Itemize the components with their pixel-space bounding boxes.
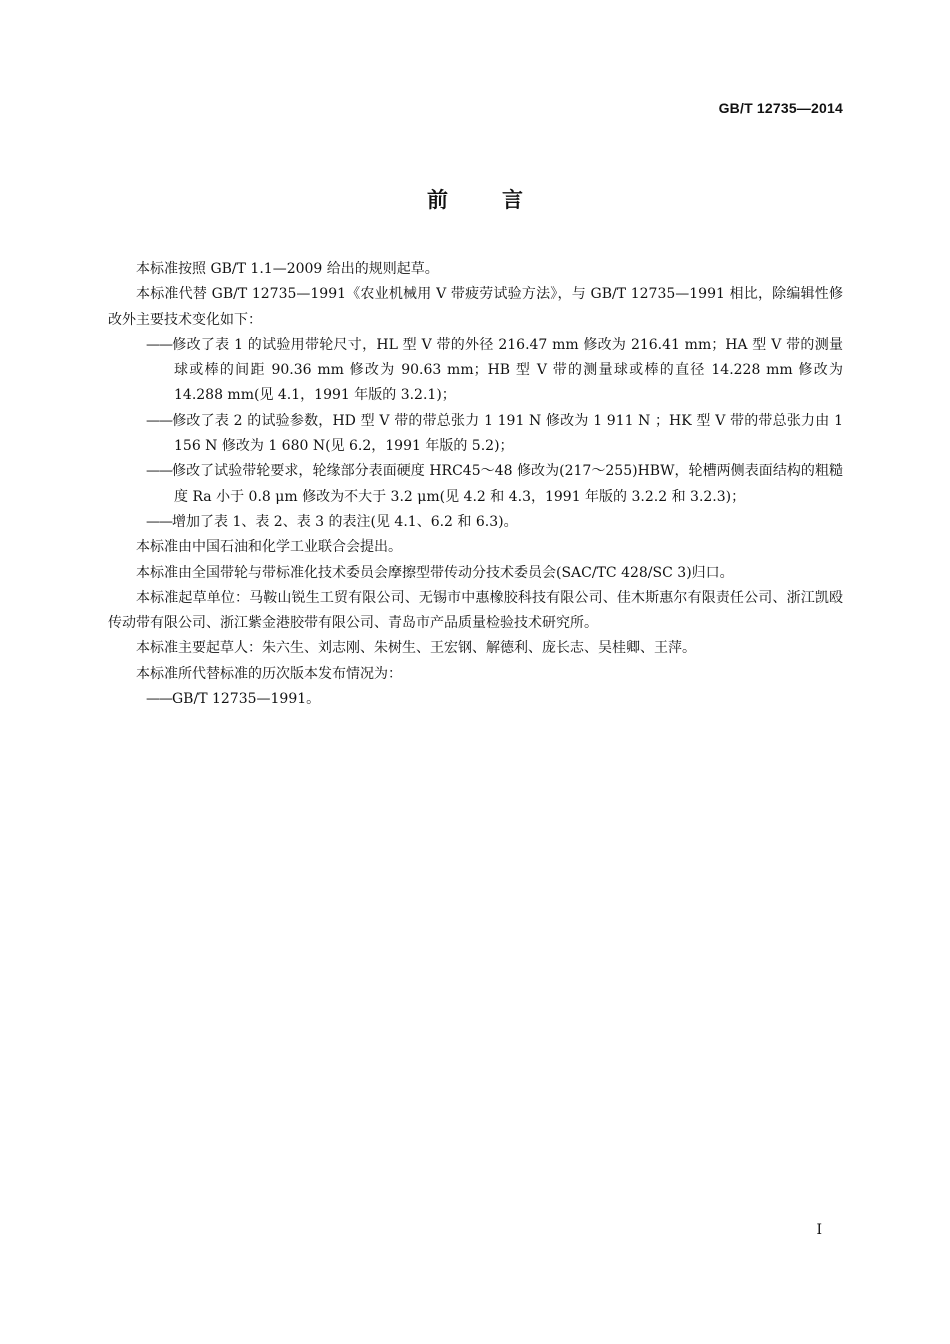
paragraph-proposed-by: 本标准由中国石油和化学工业联合会提出。 [136,539,402,556]
list-item-previous-edition [108,687,843,712]
list-item-change-3 [108,459,843,510]
list-item-text: 修改了表 2 的试验参数，HD 型 V 带的带总张力 1 191 N 修改为 1 911 N ；HK 型 V 带的带总张力由 1 156 N 修改为 1 680 N(见 6.2，1991 年版的 5.2)； [172,412,843,455]
list-dash: —— [146,412,172,429]
title-char-2: 言 [502,188,523,212]
paragraph-drafters: 本标准主要起草人：朱六生、刘志刚、朱树生、王宏钢、解德利、庞长志、吴桂卿、王萍。 [136,640,696,657]
list-item-text: 增加了表 1、表 2、表 3 的表注(见 4.1、6.2 和 6.3)。 [172,513,518,530]
paragraph-drafting-units: 本标准起草单位：马鞍山锐生工贸有限公司、无锡市中惠橡胶科技有限公司、佳木斯惠尔有限责任公司、浙江凯殴传动带有限公司、浙江紫金港胶带有限公司、青岛市产品质量检验技术研究所。 [108,589,843,632]
foreword-body [108,257,843,712]
list-item-change-4 [108,510,843,535]
standard-number-header: GB/T 12735—2014 [718,100,843,116]
list-item-text: GB/T 12735—1991。 [172,691,321,708]
list-dash: —— [146,691,172,708]
list-item-change-2 [108,409,843,460]
list-dash: —— [146,513,172,530]
list-dash: —— [146,336,172,353]
title-char-1: 前 [427,188,448,212]
page-number: I [816,1222,822,1238]
list-item-text: 修改了表 1 的试验用带轮尺寸，HL 型 V 带的外径 216.47 mm 修改为 216.41 mm；HA 型 V 带的测量球或棒的间距 90.36 mm 修改为 90.63 mm；HB 型 V 带的测量球或棒的直径 14.228 mm 修改为 14.288 mm(见 4.1，1991 年版的 3.2.1)； [172,336,843,404]
list-dash: —— [146,463,172,480]
paragraph-technical-committee: 本标准由全国带轮与带标准化技术委员会摩擦型带传动分技术委员会(SAC/TC 428/SC 3)归口。 [136,564,734,581]
list-item-change-1 [108,333,843,409]
paragraph-replacement: 本标准代替 GB/T 12735—1991《农业机械用 V 带疲劳试验方法》，与 GB/T 12735—1991 相比，除编辑性修改外主要技术变化如下： [108,286,843,328]
list-item-text: 修改了试验带轮要求，轮缘部分表面硬度 HRC45～48 修改为(217～255)HBW，轮槽两侧表面结构的粗糙度 Ra 小于 0.8 μm 修改为不大于 3.2 μm(见 4.2 和 4.3，1991 年版的 3.2.2 和 3.2.3)； [172,463,843,505]
page-title [0,184,950,214]
paragraph-previous-editions: 本标准所代替标准的历次版本发布情况为： [136,665,402,682]
paragraph-drafting-rules: 本标准按照 GB/T 1.1—2009 给出的规则起草。 [136,261,439,277]
